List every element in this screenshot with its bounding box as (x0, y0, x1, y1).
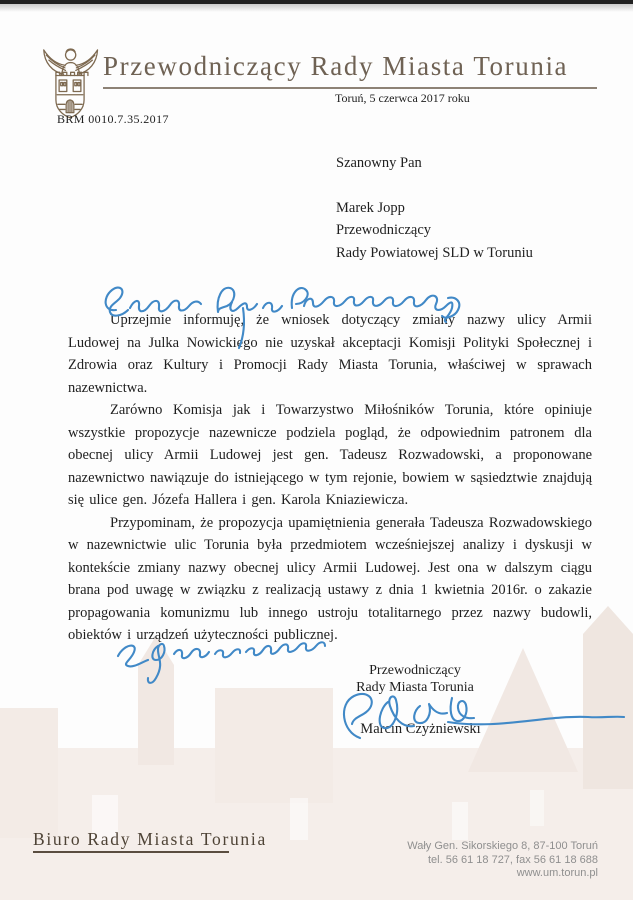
signer-role-line2: Rady Miasta Torunia (356, 679, 474, 695)
letter-date: Toruń, 5 czerwca 2017 roku (335, 91, 470, 105)
reference-number: BRM 0010.7.35.2017 (57, 112, 169, 126)
recipient-block (336, 152, 533, 264)
letterhead-divider (103, 87, 597, 89)
paragraph-3: Przypominam, że propozycja upamiętnienia generała Tadeusza Rozwadowskiego w nazewnictwie ulic Torunia była przedmiotem wcześniejszej analizy i dyskusji w kontekście zmiany nazwy obecnej ulicy Armii Ludowej. Jest ona w dalszym ciągu brana pod uwagę w związku z realizacją ustawy z dnia 1 kwietnia 2016r. o zakazie propagowania komunizmu lub innego ustroju totalitarnego przez nazwy budowli, obiektów i urządzeń użyteczności publicznej. (68, 514, 592, 643)
recipient-organization: Rady Powiatowej SLD w Toruniu (336, 244, 533, 261)
scan-edge-shadow (0, 4, 633, 12)
footer-divider (33, 851, 229, 853)
footer-phone-fax-line: tel. 56 61 18 727, fax 56 61 18 688 (427, 853, 598, 866)
recipient-salutation: Szanowny Pan (336, 155, 422, 171)
handwritten-greeting (96, 264, 476, 354)
letter-body (68, 309, 592, 647)
footer-website: www.um.torun.pl (516, 867, 598, 879)
letterhead-title: Przewodniczący Rady Miasta Torunia (103, 51, 569, 81)
handwritten-closing (100, 628, 350, 703)
recipient-role: Przewodniczący (336, 222, 432, 238)
footer-office-title: Biuro Rady Miasta Torunia (33, 829, 267, 849)
paragraph-2: Zarówno Komisja jak i Towarzystwo Miłośników Torunia, które opiniuje wszystkie propozycje nazewnicze podziela pogląd, że odpowiednim patronem dla obecnej ulicy Armii Ludowej jest gen. Tadeusz Rozwadowski, a proponowane nazewnictwo nawiązuje do istniejącego w tym rejonie, bowiem w sąsiedztwie znajdują się ulice gen. Józefa Hallera i gen. Karola Kniaziewicza. (68, 402, 592, 508)
paragraph-1: Uprzejmie informuję, że wniosek dotyczący zmiany nazwy ulicy Armii Ludowej na Julka Nowickiego nie uzyskał akceptacji Komisji Polityki Społecznej i Zdrowia oraz Kultury i Promocji Rady Miasta Torunia, właściwej w sprawach nazewnictwa. (68, 312, 592, 396)
footer-address-block (407, 840, 598, 881)
signer-name: Marcin Czyżniewski (360, 721, 481, 737)
footer-address-line: Wały Gen. Sikorskiego 8, 87-100 Toruń (407, 840, 598, 852)
recipient-name: Marek Jopp (336, 199, 405, 216)
signer-role-line1: Przewodniczący (369, 663, 461, 678)
handwritten-signature (336, 688, 631, 743)
